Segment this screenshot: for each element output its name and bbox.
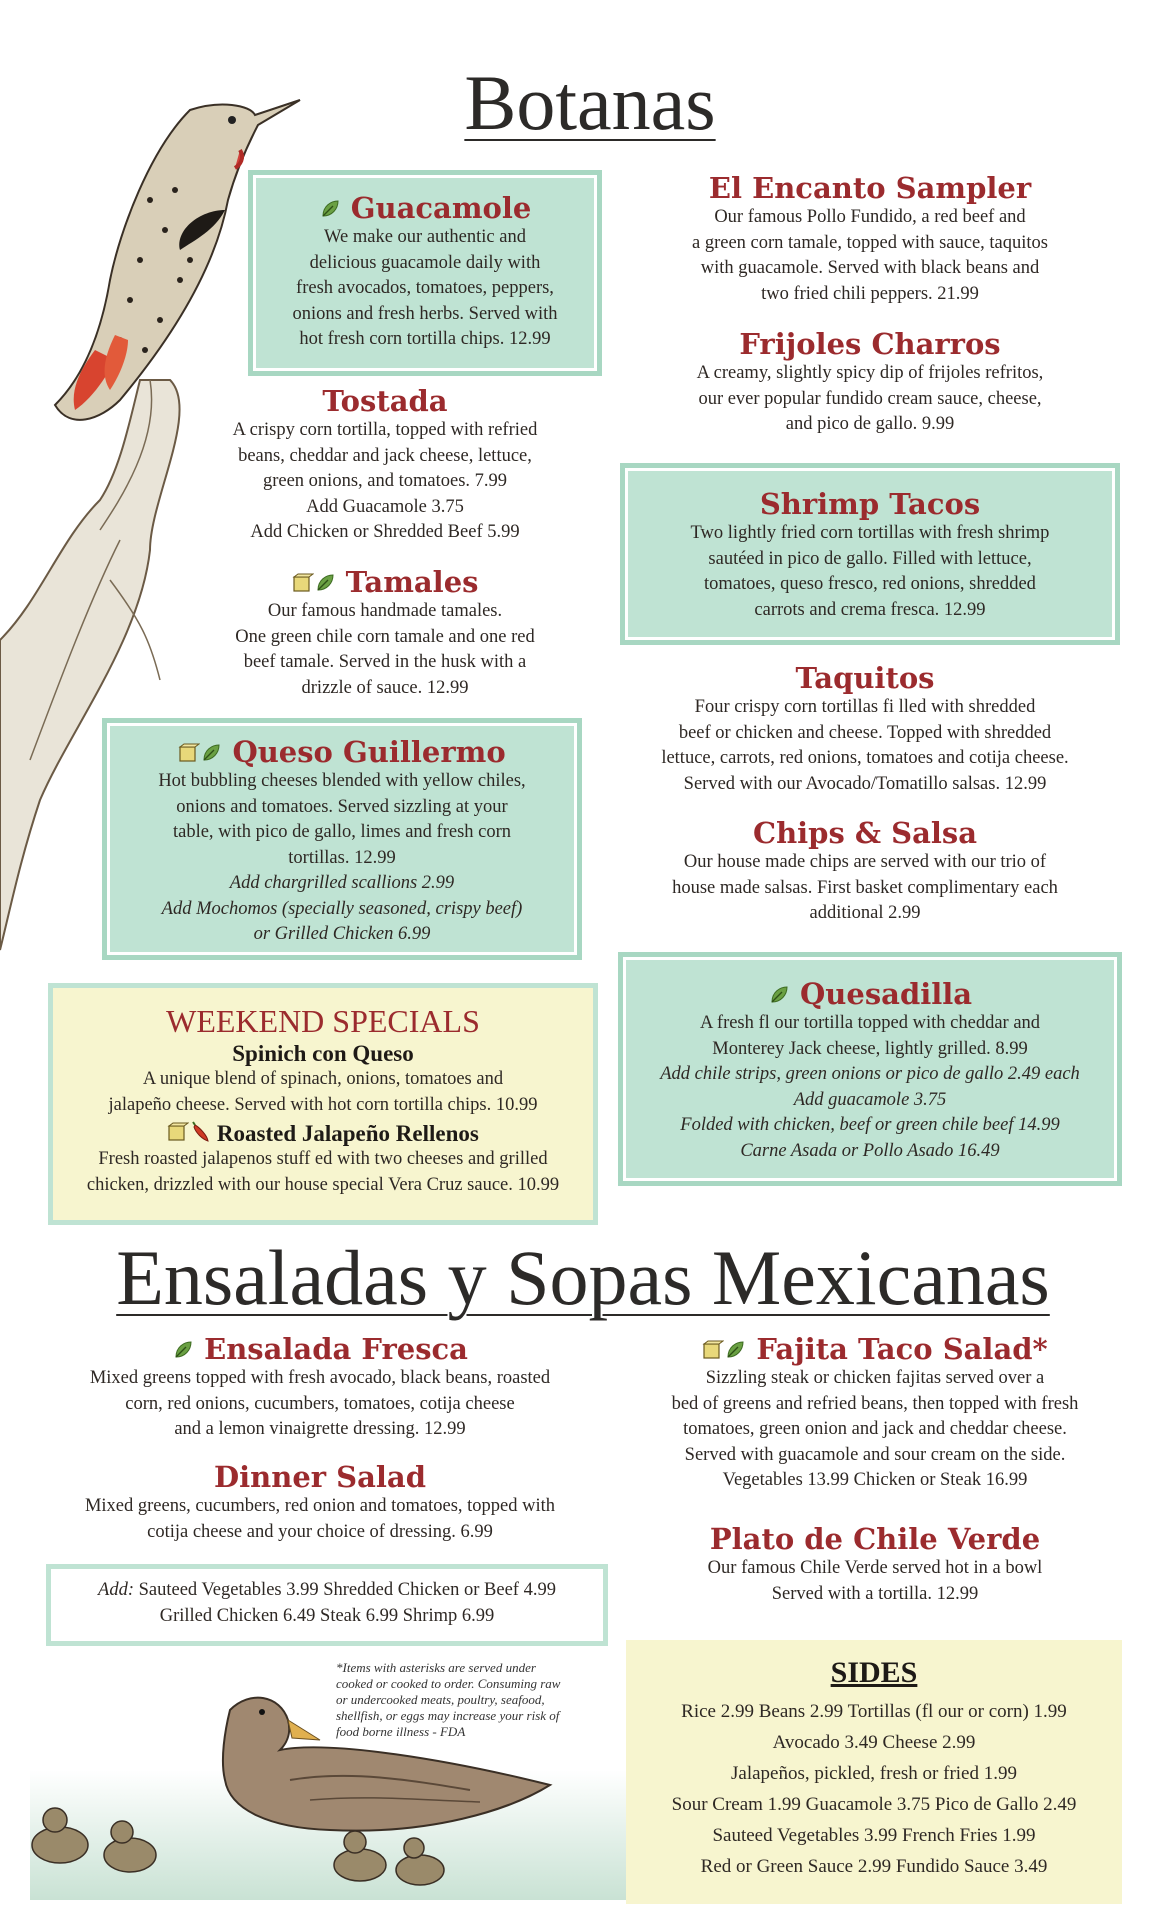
sides-line: Sour Cream 1.99 Guacamole 3.75 Pico de Gallo 2.49 [671, 1794, 1077, 1815]
fda-note-line: *Items with asterisks are served under [336, 1660, 536, 1675]
frijoles-item [630, 327, 1110, 438]
sides-line: Sauteed Vegetables 3.99 French Fries 1.99 [712, 1825, 1036, 1846]
tostada-line: A crispy corn tortilla, topped with refried [232, 420, 538, 440]
chile-verde-line: Served with a tortilla. 12.99 [771, 1583, 979, 1604]
chips-line: house made salsas. First basket complimentary each [672, 877, 1058, 898]
sampler-item [630, 171, 1110, 307]
shrimp-line: Two lightly fried corn tortillas with fresh shrimp [690, 523, 1050, 543]
chips-name: Chips & Salsa [752, 816, 978, 850]
tamales-line: One green chile corn tamale and one red [235, 626, 535, 647]
fajita-line: Vegetables 13.99 Chicken or Steak 16.99 [722, 1470, 1028, 1490]
fda-note [336, 1660, 616, 1740]
taquitos-line: Four crispy corn tortillas fi lled with shredded [694, 697, 1036, 717]
house-specialty-icon [702, 1339, 724, 1361]
salad-addons-box [46, 1564, 608, 1646]
dinner-item [30, 1460, 610, 1545]
quesadilla-addon: Folded with chicken, beef or green chile beef 14.99 [680, 1115, 1060, 1135]
queso-name: Queso Guillermo [107, 735, 577, 769]
frijoles-name: Frijoles Charros [739, 327, 1001, 361]
dinner-line: cotija cheese and your choice of dressing. 6.99 [147, 1521, 493, 1542]
house-specialty-icon [292, 572, 314, 594]
ensaladas-title: Ensaladas y Sopas Mexicanas [116, 1234, 1050, 1321]
chile-verde-name: Plato de Chile Verde [709, 1522, 1041, 1556]
frijoles-line: A creamy, slightly spicy dip of frijoles refritos, [696, 363, 1044, 383]
guacamole-line: delicious guacamole daily with [309, 252, 541, 273]
tamales-line: drizzle of sauce. 12.99 [301, 677, 469, 698]
quesadilla-name: Quesadilla [623, 977, 1117, 1011]
tamales-item [190, 565, 580, 701]
addons-line: Grilled Chicken 6.49 Steak 6.99 Shrimp 6.99 [159, 1605, 495, 1626]
fajita-line: Served with guacamole and sour cream on the side. [684, 1444, 1066, 1465]
addons-label: Add: [98, 1580, 134, 1600]
quesadilla-line: A fresh fl our tortilla topped with cheddar and [699, 1013, 1041, 1033]
fajita-item [630, 1332, 1120, 1494]
ensalada-item [30, 1332, 610, 1443]
tostada-name: Tostada [322, 384, 448, 418]
vegetarian-leaf-icon [768, 984, 790, 1006]
shrimp-line: tomatoes, queso fresco, red onions, shredded [704, 574, 1036, 594]
weekend-item2-line: chicken, drizzled with our house special Vera Cruz sauce. 10.99 [86, 1174, 560, 1195]
frijoles-line: our ever popular fundido cream sauce, cheese, [698, 388, 1042, 409]
queso-line: Hot bubbling cheeses blended with yellow chiles, [158, 771, 526, 791]
guacamole-line: onions and fresh herbs. Served with [292, 303, 558, 324]
dinner-line: Mixed greens, cucumbers, red onion and tomatoes, topped with [84, 1496, 556, 1516]
queso-line: tortillas. 12.99 [288, 847, 396, 868]
weekend-item1-line: jalapeño cheese. Served with hot corn tortilla chips. 10.99 [108, 1094, 538, 1115]
sampler-line: a green corn tamale, topped with sauce, taquitos [692, 232, 1048, 253]
weekend-specials-title: WEEKEND SPECIALS [166, 1003, 480, 1039]
quesadilla-addon: Carne Asada or Pollo Asado 16.49 [740, 1140, 1000, 1161]
guacamole-line: fresh avocados, tomatoes, peppers, [296, 278, 554, 298]
queso-addon: Add Mochomos (specially seasoned, crispy beef) [161, 898, 523, 919]
house-specialty-icon [178, 742, 200, 764]
frijoles-line: and pico de gallo. 9.99 [785, 414, 955, 434]
quesadilla-line: Monterey Jack cheese, lightly grilled. 8.99 [712, 1038, 1028, 1059]
fda-note-line: or undercooked meats, poultry, seafood, [336, 1692, 545, 1707]
sides-title: SIDES [830, 1656, 918, 1689]
weekend-item2-line: Fresh roasted jalapenos stuff ed with two cheeses and grilled [98, 1149, 548, 1169]
shrimp-line: carrots and crema fresca. 12.99 [754, 599, 986, 620]
weekend-item1-name: Spinich con Queso [232, 1041, 414, 1066]
guacamole-line: We make our authentic and [324, 227, 526, 247]
shrimp-box [620, 463, 1120, 645]
tostada-item [190, 384, 580, 546]
fajita-line: bed of greens and refried beans, then topped with fresh [671, 1393, 1079, 1414]
botanas-title: Botanas [464, 59, 716, 146]
tostada-line: beans, cheddar and jack cheese, lettuce, [238, 445, 532, 466]
fda-note-line: shellfish, or eggs may increase your risk of [336, 1708, 560, 1723]
weekend-item2-name: Roasted Jalapeño Rellenos [53, 1120, 593, 1147]
chips-item [620, 816, 1110, 927]
sampler-name: El Encanto Sampler [708, 171, 1032, 205]
queso-line: onions and tomatoes. Served sizzling at your [176, 796, 508, 817]
taquitos-item [620, 661, 1110, 797]
guacamole-box [248, 170, 602, 376]
guacamole-name: Guacamole [253, 191, 597, 225]
taquitos-line: Served with our Avocado/Tomatillo salsas. 12.99 [683, 773, 1047, 794]
sampler-line: two fried chili peppers. 21.99 [761, 283, 979, 304]
taquitos-line: lettuce, carrots, red onions, tomatoes and cotija cheese. [661, 748, 1069, 768]
chile-verde-line: Our famous Chile Verde served hot in a bowl [707, 1558, 1043, 1578]
addons-line: Add: Sauteed Vegetables 3.99 Shredded Chicken or Beef 4.99 [98, 1580, 556, 1600]
spicy-pepper-icon [189, 1121, 211, 1143]
fajita-name: Fajita Taco Salad* [630, 1332, 1120, 1366]
ensalada-line: Mixed greens topped with fresh avocado, black beans, roasted [89, 1368, 551, 1388]
vegetarian-leaf-icon [319, 198, 341, 220]
house-specialty-icon [167, 1121, 189, 1143]
sampler-line: Our famous Pollo Fundido, a red beef and [714, 207, 1026, 227]
vegetarian-leaf-icon [200, 742, 222, 764]
quesadilla-box [618, 952, 1122, 1186]
vegetarian-leaf-icon [724, 1339, 746, 1361]
taquitos-name: Taquitos [795, 661, 935, 695]
vegetarian-leaf-icon [172, 1339, 194, 1361]
fajita-line: tomatoes, green onion and jack and cheddar cheese. [683, 1419, 1067, 1439]
queso-line: table, with pico de gallo, limes and fresh corn [172, 822, 512, 842]
shrimp-name: Shrimp Tacos [759, 487, 981, 521]
chips-line: additional 2.99 [809, 903, 921, 923]
tostada-line: Add Chicken or Shredded Beef 5.99 [250, 522, 520, 542]
fajita-line: Sizzling steak or chicken fajitas served over a [705, 1368, 1045, 1388]
sides-line: Red or Green Sauce 2.99 Fundido Sauce 3.49 [700, 1856, 1048, 1877]
taquitos-line: beef or chicken and cheese. Topped with shredded [678, 722, 1052, 743]
sides-line: Avocado 3.49 Cheese 2.99 [772, 1732, 976, 1753]
queso-addon: or Grilled Chicken 6.99 [253, 924, 431, 944]
sides-line: Jalapeños, pickled, fresh or fried 1.99 [731, 1763, 1017, 1784]
tamales-line: beef tamale. Served in the husk with a [243, 652, 527, 672]
tostada-line: green onions, and tomatoes. 7.99 [262, 471, 508, 491]
fda-note-line: food borne illness - FDA [336, 1724, 466, 1739]
quesadilla-addon: Add guacamole 3.75 [793, 1089, 947, 1110]
dinner-name: Dinner Salad [214, 1460, 426, 1494]
tostada-line: Add Guacamole 3.75 [306, 496, 464, 517]
sides-line: Rice 2.99 Beans 2.99 Tortillas (fl our or corn) 1.99 [681, 1701, 1067, 1722]
ensalada-line: and a lemon vinaigrette dressing. 12.99 [174, 1419, 466, 1439]
weekend-item1-line: A unique blend of spinach, onions, tomatoes and [142, 1069, 504, 1089]
chile-verde-item [630, 1522, 1120, 1607]
quesadilla-addon: Add chile strips, green onions or pico de gallo 2.49 each [660, 1064, 1080, 1084]
vegetarian-leaf-icon [314, 572, 336, 594]
ensalada-name: Ensalada Fresca [30, 1332, 610, 1366]
queso-box [102, 718, 582, 960]
sides-box [626, 1640, 1122, 1904]
weekend-specials-box [48, 983, 598, 1225]
sampler-line: with guacamole. Served with black beans and [700, 258, 1040, 278]
ensalada-line: corn, red onions, cucumbers, tomatoes, cotija cheese [125, 1393, 515, 1414]
queso-addon: Add chargrilled scallions 2.99 [229, 873, 455, 893]
fda-note-line: cooked or cooked to order. Consuming raw [336, 1676, 561, 1691]
guacamole-line: hot fresh corn tortilla chips. 12.99 [299, 329, 551, 349]
tamales-line: Our famous handmade tamales. [267, 601, 503, 621]
chips-line: Our house made chips are served with our trio of [683, 852, 1047, 872]
shrimp-line: sautéed in pico de gallo. Filled with lettuce, [708, 548, 1032, 569]
tamales-name: Tamales [190, 565, 580, 599]
